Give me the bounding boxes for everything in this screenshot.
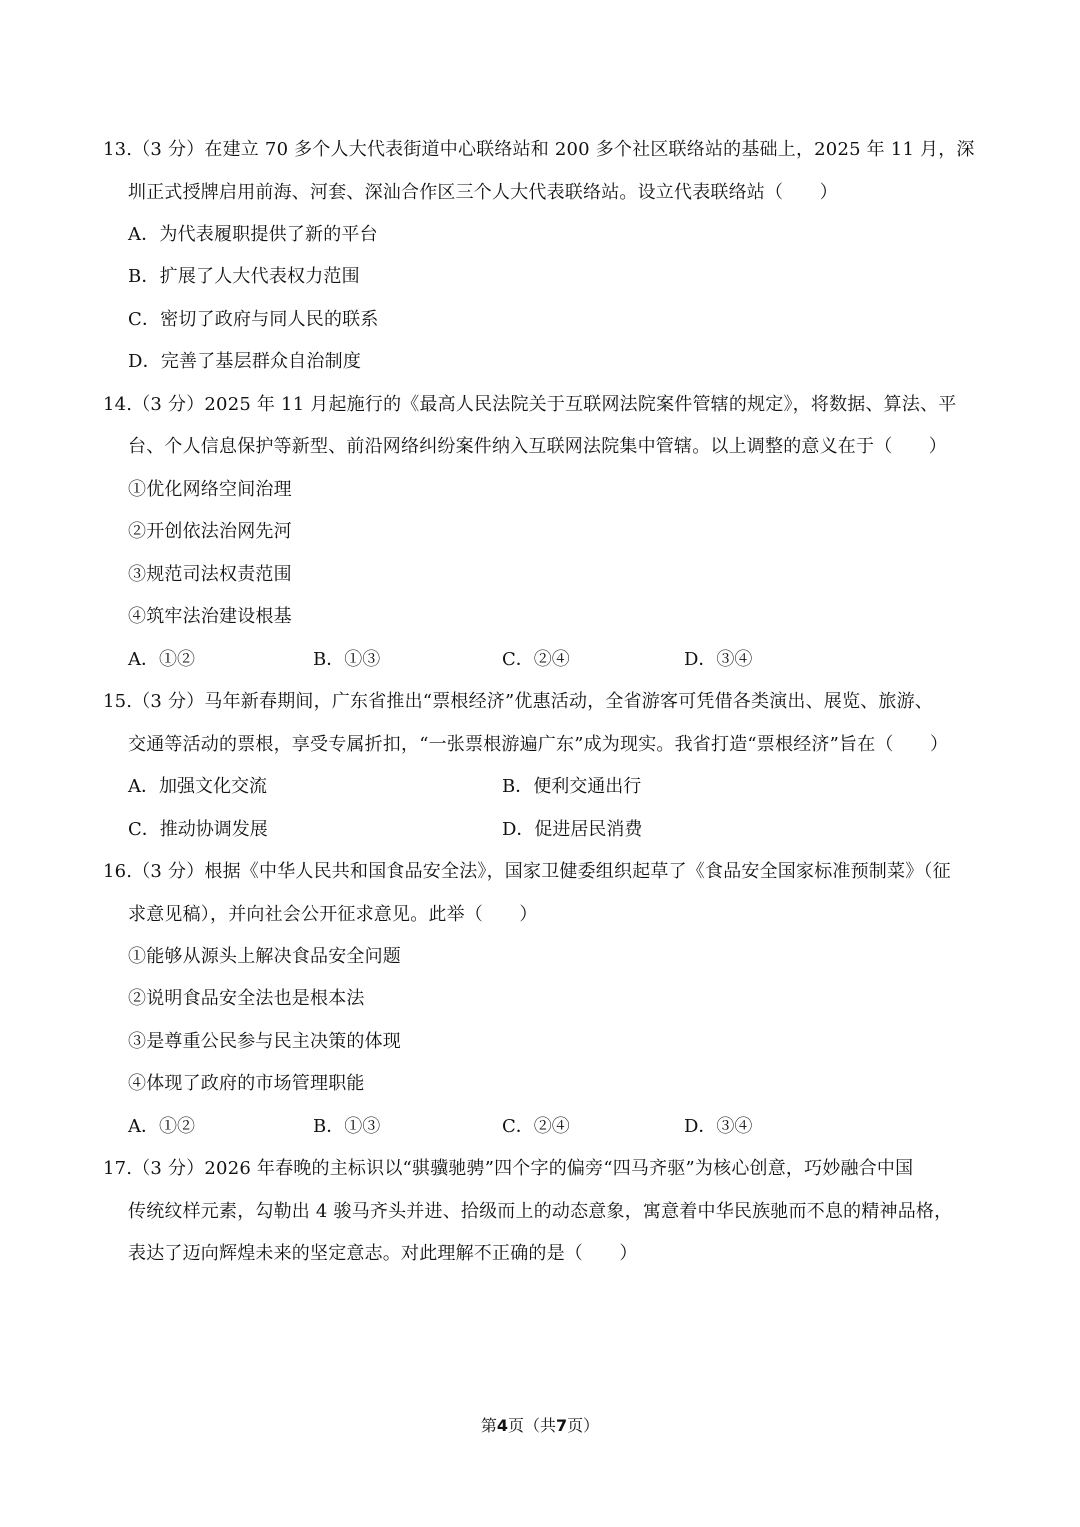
- q14-stem-line1: 14.（3 分）2025 年 11 月起施行的《最高人民法院关于互联网法院案件管辖的规定》，将数据、算法、平: [103, 394, 957, 415]
- q13-option-b: B．扩展了人大代表权力范围: [128, 266, 360, 287]
- q14-item-4: ④筑牢法治建设根基: [128, 606, 292, 627]
- footer-suffix: 页）: [567, 1416, 600, 1435]
- q14-option-b: B．①③: [313, 649, 381, 670]
- q15-option-b: B．便利交通出行: [502, 776, 642, 797]
- q15-option-d: D．促进居民消费: [502, 819, 643, 840]
- footer-page-number: 4: [496, 1416, 508, 1435]
- q16-item-4: ④体现了政府的市场管理职能: [128, 1073, 365, 1094]
- q16-item-1: ①能够从源头上解决食品安全问题: [128, 946, 401, 967]
- q16-option-a: A．①②: [128, 1116, 195, 1137]
- q17-stem-line3: 表达了迈向辉煌未来的坚定意志。对此理解不正确的是（ ）: [128, 1243, 638, 1264]
- q17-stem-line2: 传统纹样元素，勾勒出 4 骏马齐头并进、拾级而上的动态意象，寓意着中华民族驰而不息的精神品格，: [128, 1201, 953, 1222]
- q17-stem-line1: 17.（3 分）2026 年春晚的主标识以“骐骥驰骋”四个字的偏旁“四马齐驱”为核心创意，巧妙融合中国: [103, 1158, 914, 1179]
- q15-option-c: C．推动协调发展: [128, 819, 268, 840]
- q15-stem-line1: 15.（3 分）马年新春期间，广东省推出“票根经济”优惠活动，全省游客可凭借各类演出、展览、旅游、: [103, 691, 933, 712]
- q14-item-2: ②开创依法治网先河: [128, 521, 292, 542]
- q16-item-2: ②说明食品安全法也是根本法: [128, 988, 365, 1009]
- q16-item-3: ③是尊重公民参与民主决策的体现: [128, 1031, 401, 1052]
- q14-item-3: ③规范司法权责范围: [128, 564, 292, 585]
- q16-stem-line1: 16.（3 分）根据《中华人民共和国食品安全法》，国家卫健委组织起草了《食品安全国家标准预制菜》（征: [103, 861, 951, 882]
- q14-option-c: C．②④: [502, 649, 570, 670]
- footer-prefix: 第: [480, 1416, 497, 1435]
- q13-option-a: A．为代表履职提供了新的平台: [128, 224, 378, 245]
- q13-stem-line2: 圳正式授牌启用前海、河套、深汕合作区三个人大代表联络站。设立代表联络站（ ）: [128, 182, 838, 203]
- q15-stem-line2: 交通等活动的票根，享受专属折扣，“一张票根游遍广东”成为现实。我省打造“票根经济”旨在（ ）: [128, 734, 949, 755]
- q16-stem-line2: 求意见稿），并向社会公开征求意见。此举（ ）: [128, 904, 538, 925]
- q16-option-d: D．③④: [684, 1116, 753, 1137]
- q15-option-a: A．加强文化交流: [128, 776, 267, 797]
- q14-option-a: A．①②: [128, 649, 195, 670]
- q14-option-d: D．③④: [684, 649, 753, 670]
- q14-stem-line2: 台、个人信息保护等新型、前沿网络纠纷案件纳入互联网法院集中管辖。以上调整的意义在于（ ）: [128, 436, 947, 457]
- q13-option-d: D．完善了基层群众自治制度: [128, 351, 362, 372]
- q13-stem-line1: 13.（3 分）在建立 70 多个人大代表街道中心联络站和 200 多个社区联络站的基础上，2025 年 11 月，深: [103, 139, 975, 160]
- q16-option-c: C．②④: [502, 1116, 570, 1137]
- q16-option-b: B．①③: [313, 1116, 381, 1137]
- footer-mid: 页（共: [507, 1416, 556, 1435]
- q14-item-1: ①优化网络空间治理: [128, 479, 292, 500]
- page-footer: [0, 1415, 1080, 1437]
- q13-option-c: C．密切了政府与同人民的联系: [128, 309, 379, 330]
- footer-total-pages: 7: [556, 1416, 568, 1435]
